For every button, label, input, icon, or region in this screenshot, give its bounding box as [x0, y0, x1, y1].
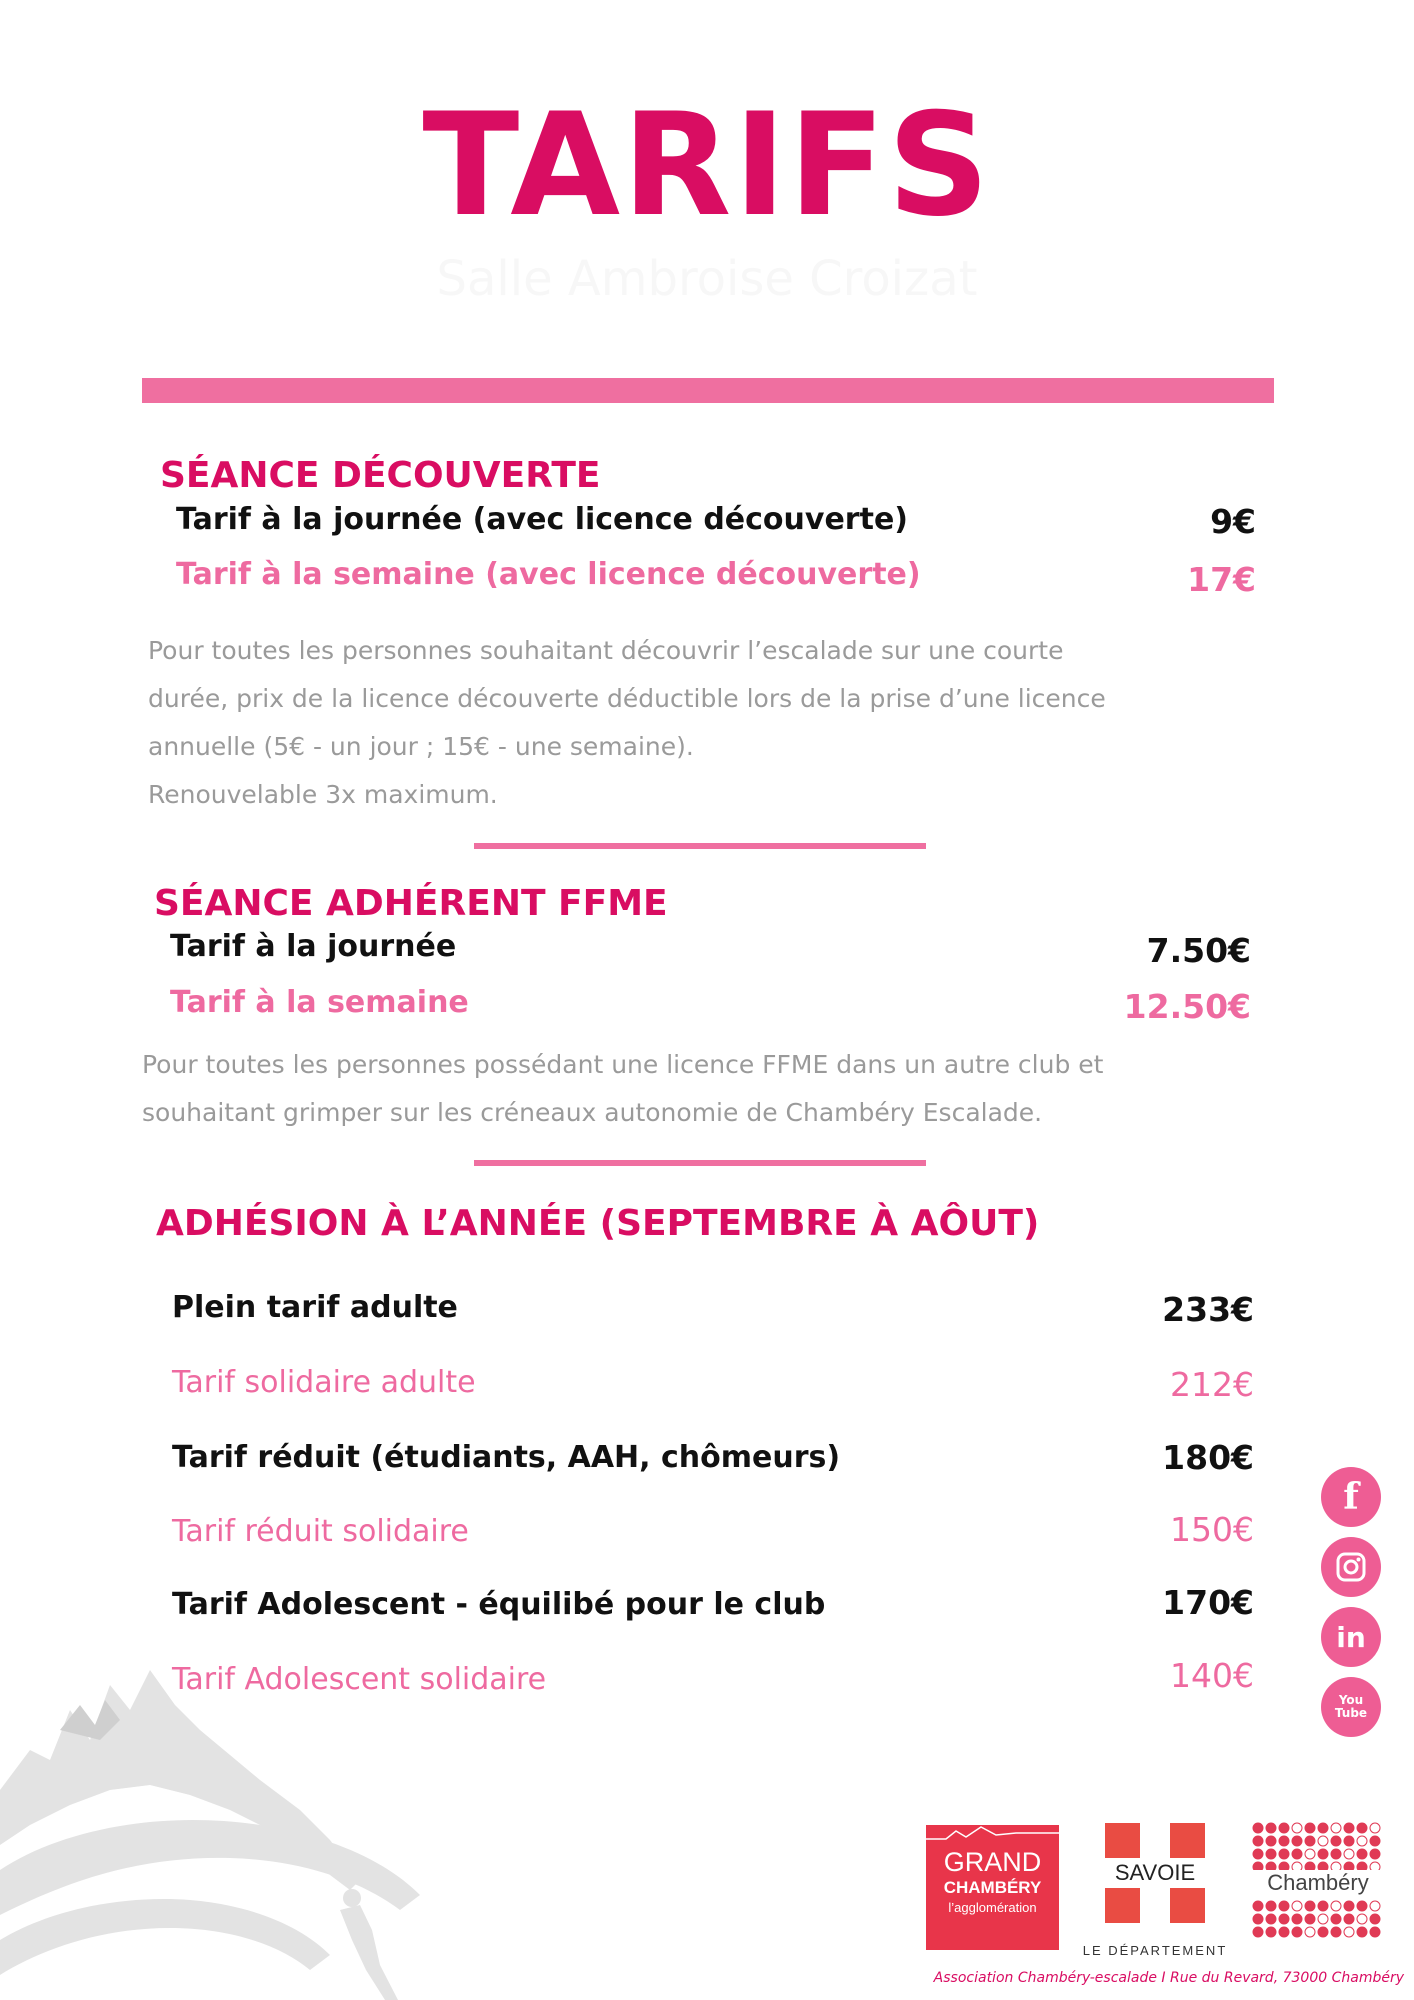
- logo-dot: [1357, 1836, 1367, 1846]
- logo-dot: [1318, 1849, 1328, 1859]
- instagram-glyph: [1335, 1551, 1367, 1583]
- logo-dot: [1279, 1823, 1289, 1833]
- section-heading-decouverte: SÉANCE DÉCOUVERTE: [160, 455, 601, 496]
- savoie-text: SAVOIE: [1114, 1860, 1196, 1885]
- ffme-row-label: Tarif à la journée: [170, 929, 457, 964]
- logo-dot: [1292, 1901, 1302, 1911]
- logo-dot: [1357, 1823, 1367, 1833]
- logo-dot: [1331, 1823, 1341, 1833]
- annee-row-label: Plein tarif adulte: [172, 1290, 458, 1325]
- logo-dot: [1357, 1914, 1367, 1924]
- instagram-icon[interactable]: [1321, 1537, 1381, 1597]
- logo-dot: [1331, 1927, 1341, 1937]
- logo-dot: [1331, 1849, 1341, 1859]
- logo-dot: [1305, 1914, 1315, 1924]
- decouverte-row-price: 17€: [1187, 560, 1256, 599]
- logo-dot: [1318, 1901, 1328, 1911]
- logo-dot: [1344, 1927, 1354, 1937]
- logo-dot: [1292, 1849, 1302, 1859]
- youtube-label-bottom: Tube: [1334, 1706, 1368, 1720]
- logo-dot: [1253, 1914, 1263, 1924]
- logo-dot: [1253, 1927, 1263, 1937]
- youtube-icon[interactable]: [1321, 1677, 1381, 1737]
- logo-dot: [1370, 1927, 1380, 1937]
- annee-row-label: Tarif solidaire adulte: [172, 1365, 476, 1400]
- savoie-departement-text: LE DÉPARTEMENT: [1082, 1943, 1228, 1958]
- logo-dot: [1318, 1927, 1328, 1937]
- logo-dot: [1279, 1901, 1289, 1911]
- logo-dot: [1344, 1914, 1354, 1924]
- logo-dot: [1318, 1823, 1328, 1833]
- logo-dot: [1357, 1901, 1367, 1911]
- annee-row-price: 180€: [1162, 1438, 1254, 1477]
- decouverte-note: [148, 627, 1288, 819]
- note-line: annuelle (5€ - un jour ; 15€ - une semaine).: [148, 732, 694, 761]
- logo-dot: [1370, 1849, 1380, 1859]
- facebook-icon[interactable]: f: [1321, 1467, 1381, 1527]
- annee-row-price: 140€: [1170, 1656, 1254, 1695]
- ffme-row-label: Tarif à la semaine: [170, 985, 469, 1020]
- footer-address: Association Chambéry-escalade I Rue du Revard, 73000 Chambéry: [933, 1970, 1404, 1986]
- logo-dot: [1292, 1823, 1302, 1833]
- ffme-row-price: 12.50€: [1123, 987, 1251, 1026]
- logo-dot: [1266, 1849, 1276, 1859]
- header-divider: [142, 378, 1274, 403]
- logo-dot: [1344, 1836, 1354, 1846]
- section-divider: [474, 1160, 926, 1166]
- ffme-row-price: 7.50€: [1146, 931, 1251, 970]
- page-subtitle: Salle Ambroise Croizat: [436, 251, 978, 307]
- agglomeration-text: l’agglomération: [948, 1900, 1037, 1915]
- logo-dot: [1370, 1823, 1380, 1833]
- logo-dot: [1305, 1849, 1315, 1859]
- page-title: TARIFS: [422, 83, 992, 248]
- logo-dot: [1370, 1914, 1380, 1924]
- logo-dot: [1253, 1901, 1263, 1911]
- logo-dot: [1279, 1836, 1289, 1846]
- logo-dot: [1292, 1836, 1302, 1846]
- decouverte-row-label: Tarif à la journée (avec licence découverte): [176, 502, 908, 537]
- logo-dot: [1279, 1927, 1289, 1937]
- logo-dot: [1305, 1823, 1315, 1833]
- annee-row-price: 150€: [1170, 1510, 1254, 1549]
- logo-dot: [1357, 1849, 1367, 1859]
- grand-chambery-logo: [926, 1825, 1059, 1950]
- mountain-outline-icon: [926, 1825, 1059, 1847]
- logo-dot: [1318, 1914, 1328, 1924]
- logo-dot: [1370, 1836, 1380, 1846]
- logo-dot: [1331, 1914, 1341, 1924]
- note-line: souhaitant grimper sur les créneaux autonomie de Chambéry Escalade.: [142, 1098, 1043, 1127]
- logo-dot: [1279, 1849, 1289, 1859]
- annee-row-label: Tarif réduit solidaire: [172, 1514, 469, 1549]
- logo-dot: [1331, 1901, 1341, 1911]
- section-divider: [474, 843, 926, 849]
- logo-dot: [1253, 1823, 1263, 1833]
- logo-dot: [1266, 1901, 1276, 1911]
- logo-dot: [1344, 1849, 1354, 1859]
- savoie-logo: [1080, 1823, 1230, 1933]
- logo-dot: [1266, 1836, 1276, 1846]
- logo-dot: [1318, 1836, 1328, 1846]
- decouverte-row-label: Tarif à la semaine (avec licence découverte): [176, 557, 921, 592]
- annee-row-price: 233€: [1162, 1290, 1254, 1329]
- grand-text: GRAND: [943, 1847, 1042, 1877]
- logo-dot: [1266, 1927, 1276, 1937]
- note-line: Pour toutes les personnes possédant une licence FFME dans un autre club et: [142, 1050, 1104, 1079]
- logo-dot: [1305, 1927, 1315, 1937]
- annee-row-label: Tarif Adolescent - équilibé pour le club: [172, 1587, 826, 1622]
- decouverte-row-price: 9€: [1210, 502, 1256, 541]
- logo-dot: [1357, 1927, 1367, 1937]
- logo-dot: [1370, 1901, 1380, 1911]
- linkedin-icon[interactable]: in: [1321, 1607, 1381, 1667]
- youtube-label-top: You: [1338, 1693, 1364, 1708]
- chambery-text: Chambéry: [1250, 1870, 1386, 1896]
- note-line: Pour toutes les personnes souhaitant découvrir l’escalade sur une courte: [148, 636, 1064, 665]
- logo-dot: [1292, 1914, 1302, 1924]
- logo-dot: [1344, 1901, 1354, 1911]
- section-heading-annee: ADHÉSION À L’ANNÉE (SEPTEMBRE À AÔUT): [156, 1203, 1040, 1244]
- logo-dot: [1305, 1901, 1315, 1911]
- annee-row-label: Tarif Adolescent solidaire: [172, 1662, 547, 1697]
- logo-dot: [1253, 1849, 1263, 1859]
- logo-dot: [1266, 1914, 1276, 1924]
- logo-dot: [1253, 1836, 1263, 1846]
- logo-dot: [1266, 1823, 1276, 1833]
- logo-dot: [1292, 1927, 1302, 1937]
- logo-dot: [1305, 1836, 1315, 1846]
- annee-row-price: 170€: [1162, 1583, 1254, 1622]
- logo-dot: [1279, 1914, 1289, 1924]
- note-line: durée, prix de la licence découverte déductible lors de la prise d’une licence: [148, 684, 1106, 713]
- chambery-text: CHAMBÉRY: [943, 1878, 1042, 1897]
- logo-dot: [1344, 1823, 1354, 1833]
- note-line: Renouvelable 3x maximum.: [148, 780, 498, 809]
- annee-row-price: 212€: [1170, 1365, 1254, 1404]
- section-heading-ffme: SÉANCE ADHÉRENT FFME: [154, 883, 668, 924]
- logo-dot: [1331, 1836, 1341, 1846]
- annee-row-label: Tarif réduit (étudiants, AAH, chômeurs): [172, 1440, 841, 1475]
- ffme-note: [142, 1041, 1282, 1137]
